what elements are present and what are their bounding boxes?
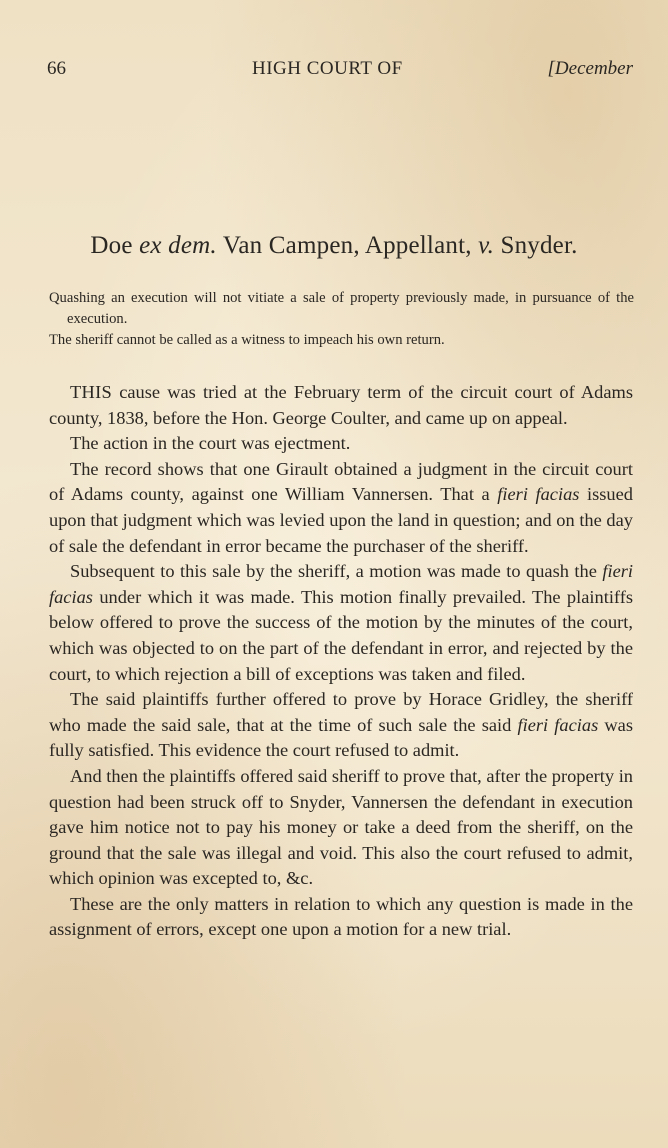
header-month: [December [547, 58, 633, 79]
paragraph: These are the only matters in relation to which any question is made in the assignment of errors, except one upon a motion for a new trial. [49, 893, 633, 940]
headnote: Quashing an execution will not vitiate a sale of property previously made, in pursuance of the execution. [49, 290, 634, 327]
page-number: 66 [47, 58, 66, 79]
paragraph: And then the plaintiffs offered said sheriff to prove that, after the property in question had been struck off to Snyder, Vannersen the defendant in execution gave him notice not to pay his money or take a deed from the sheriff, on the ground that the sale was illegal and void. This also the court refused to admit, which opinion was excepted to, &c. [49, 765, 633, 889]
opinion-body [49, 380, 633, 943]
paragraph-text: cause was tried at the February term of the circuit court of Adams county, 1838, before the Hon. George Coulter, and came up on appeal. [49, 382, 633, 428]
headnotes [49, 288, 634, 351]
headnote: The sheriff cannot be called as a witness to impeach his own return. [49, 332, 445, 348]
paragraph [49, 687, 633, 764]
paragraph-text: under which it was made. This motion finally prevailed. The plaintiffs below offered to prove the success of the motion by the minutes of the court, which was objected to on the part of the defendant in error, and rejected by the court, to which rejection a bill of exceptions was taken and filed. [49, 586, 633, 684]
paragraph: The action in the court was ejectment. [70, 433, 351, 454]
paragraph-text: Subsequent to this sale by the sheriff, a motion was made to quash the [70, 561, 603, 582]
paragraph-text: was fully satisfied. This evidence the court refused to admit. [49, 714, 633, 761]
case-title [0, 232, 668, 260]
case-title-part: Snyder. [494, 232, 578, 259]
paragraph-text: The said plaintiffs further offered to prove by Horace Gridley, the sheriff who made the said sale, that at the time of such sale the said [49, 689, 633, 735]
paragraph-text: issued upon that judgment which was levied upon the land in question; and on the day of sale the defendant in error became the purchaser of the sheriff. [49, 484, 633, 556]
latin-term: fieri facias [49, 561, 633, 607]
case-title-part: Van Campen, Appellant, [216, 232, 479, 259]
case-title-part: Doe [90, 232, 140, 259]
case-title-italic: v. [478, 232, 495, 259]
paragraph [49, 559, 633, 687]
latin-term: fieri facias [517, 714, 599, 735]
paragraph [49, 380, 633, 431]
latin-term: fieri facias [497, 484, 580, 505]
running-head: HIGH COURT OF [252, 58, 403, 79]
case-title-italic: ex dem. [139, 232, 217, 259]
page-header [47, 58, 633, 84]
lead-word: THIS [70, 382, 113, 402]
paragraph [49, 457, 633, 559]
paragraph-text: The record shows that one Girault obtained a judgment in the circuit court of Adams county, against one William Vannersen. That a [49, 458, 633, 505]
